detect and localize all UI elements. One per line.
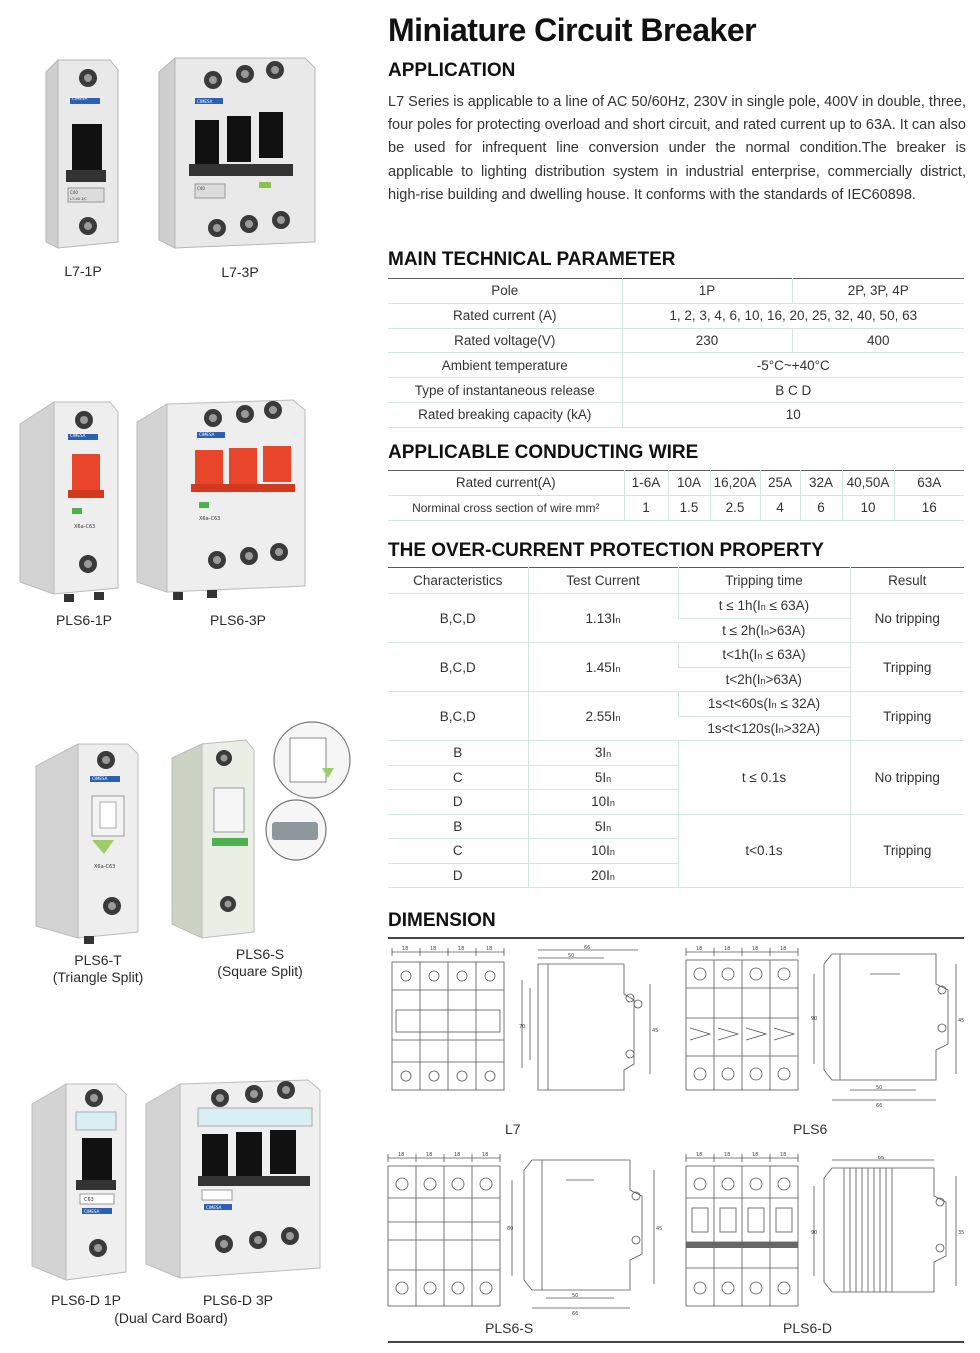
breaker-pls6-d-1p-image	[26, 1076, 146, 1286]
table-cell: 16,20A	[710, 471, 760, 496]
table-cell: No tripping	[850, 741, 964, 815]
table-cell: t ≤ 0.1s	[678, 741, 850, 815]
pls6-s-side-drawing	[506, 1150, 666, 1316]
table-row	[388, 471, 964, 496]
table-cell: Tripping	[850, 643, 964, 692]
table-cell: B	[388, 741, 528, 766]
dim-label: 35	[958, 1230, 965, 1236]
table-cell: Rated current (A)	[388, 303, 622, 328]
table-cell: 2.55In	[528, 692, 678, 741]
table-cell: t ≤ 2h(In>63A)	[678, 618, 850, 643]
dim-label: 66	[876, 1103, 883, 1109]
product-pls6-d-3p	[140, 1072, 336, 1309]
table-cell: 2P, 3P, 4P	[792, 279, 964, 304]
table-cell: B,C,D	[388, 643, 528, 692]
table-cell: 1s<t<60s(In ≤ 32A)	[678, 692, 850, 717]
application-text: L7 Series is applicable to a line of AC 50/60Hz, 230V in single pole, 400V in double, three, four poles for protecting overload and short circuit, and rated current up to 63A. It can also be used for infrequent line conversion under the normal condition.The breaker is applicable to lighting distribution system in industrial enterprise, commercially district, high-rise building and dwelling house. It conforms with the standards of IEC60898.	[388, 94, 966, 203]
table-cell: B	[388, 814, 528, 839]
table-cell: 1.45In	[528, 643, 678, 692]
dim-label: 45	[958, 1018, 965, 1024]
dim-label: 50	[568, 953, 575, 959]
dim-label: 66	[584, 945, 591, 951]
table-cell: t<1h(In ≤ 63A)	[678, 643, 850, 668]
product-label: PLS6-T	[74, 952, 122, 968]
dimension-bottom-rule	[388, 1341, 964, 1343]
brand-text: CIMESA	[206, 1205, 222, 1210]
pls6-side-drawing	[810, 944, 966, 1110]
dim-label: 18	[458, 946, 465, 952]
dim-label: 45	[652, 1028, 659, 1034]
table-header-row	[388, 568, 964, 594]
table-row	[388, 594, 964, 619]
dim-label: 18	[724, 1152, 731, 1158]
application-heading: APPLICATION	[388, 60, 516, 81]
dim-label: 66	[878, 1156, 885, 1161]
table-cell: t ≤ 1h(In ≤ 63A)	[678, 594, 850, 619]
table-cell: 10	[622, 402, 964, 427]
product-pls6-d-1p	[26, 1076, 146, 1309]
dim-label: 18	[486, 946, 493, 952]
table-row	[388, 495, 964, 520]
table-cell: 1.13In	[528, 594, 678, 643]
product-label: PLS6-D 1P	[50, 1292, 122, 1308]
table-cell: t<2h(In>63A)	[678, 667, 850, 692]
page-title: Miniature Circuit Breaker	[388, 12, 757, 48]
dim-label: 18	[454, 1152, 461, 1158]
table-cell: 1P	[622, 279, 792, 304]
dual-card-caption: (Dual Card Board)	[114, 1310, 228, 1326]
product-pls6-t	[28, 736, 168, 986]
table-header: Characteristics	[388, 568, 528, 594]
brand-text: CIMESA	[197, 99, 213, 104]
table-cell: Rated breaking capacity (kA)	[388, 402, 622, 427]
dimension-top-rule	[388, 937, 964, 939]
product-label: PLS6-1P	[55, 612, 113, 628]
table-row	[388, 378, 964, 403]
table-cell: Rated current(A)	[388, 471, 624, 496]
table-cell: D	[388, 863, 528, 888]
dimension-label: PLS6-D	[783, 1320, 833, 1336]
model-text: X6a-C63	[199, 516, 221, 522]
table-row	[388, 741, 964, 766]
table-cell: t<0.1s	[678, 814, 850, 888]
dim-label: 90	[811, 1230, 818, 1236]
dim-label: 18	[426, 1152, 433, 1158]
overcurrent-table	[388, 567, 964, 888]
table-cell: D	[388, 790, 528, 815]
model-text: L7-40 1/C	[70, 197, 87, 201]
table-cell: 1-6A	[624, 471, 668, 496]
product-label: PLS6-D 3P	[202, 1292, 274, 1308]
table-cell: Norminal cross section of wire mm²	[388, 495, 624, 520]
product-label: L7-3P	[221, 264, 259, 280]
breaker-l7-3p-image	[145, 50, 335, 258]
table-cell: C	[388, 765, 528, 790]
dim-label: 80	[507, 1226, 514, 1232]
model-text: X6a-C63	[74, 524, 96, 530]
table-row	[388, 692, 964, 717]
table-cell: Ambient temperature	[388, 353, 622, 378]
table-cell: No tripping	[850, 594, 964, 643]
dim-label: 70	[519, 1024, 526, 1030]
table-cell: C	[388, 839, 528, 864]
dimension-label: L7	[505, 1121, 521, 1137]
dim-label: 18	[430, 946, 437, 952]
table-cell: 32A	[800, 471, 842, 496]
pls6-d-front-drawing	[682, 1150, 806, 1310]
table-cell: 10A	[668, 471, 710, 496]
table-cell: 1, 2, 3, 4, 6, 10, 16, 20, 25, 32, 40, 50, 63	[622, 303, 964, 328]
table-cell: 400	[792, 328, 964, 353]
dim-label: 18	[696, 946, 703, 952]
table-cell: 3In	[528, 741, 678, 766]
dim-label: 18	[482, 1152, 489, 1158]
table-row	[388, 402, 964, 427]
dim-label: 18	[752, 946, 759, 952]
dim-label: 18	[752, 1152, 759, 1158]
dim-label: 18	[780, 946, 787, 952]
wire-heading: APPLICABLE CONDUCTING WIRE	[388, 442, 699, 463]
dim-label: 18	[402, 946, 409, 952]
table-cell: 1	[624, 495, 668, 520]
rating-text: C40	[70, 190, 78, 195]
table-cell: 25A	[760, 471, 800, 496]
l7-side-drawing	[518, 944, 664, 1094]
table-row	[388, 328, 964, 353]
brand-text: CIMESA	[70, 433, 86, 438]
dim-label: 50	[876, 1085, 883, 1091]
model-text: X6a-C63	[94, 864, 116, 870]
product-label: PLS6-3P	[209, 612, 267, 628]
dimension-label: PLS6-S	[485, 1320, 534, 1336]
pls6-d-side-drawing	[810, 1156, 966, 1316]
product-label: L7-1P	[64, 263, 102, 279]
table-header: Result	[850, 568, 964, 594]
table-row	[388, 353, 964, 378]
breaker-l7-1p-image	[28, 52, 138, 257]
brand-text: CIMESA	[92, 776, 108, 781]
wire-table	[388, 470, 964, 521]
dim-label: 50	[572, 1293, 579, 1299]
dim-label: 45	[656, 1226, 663, 1232]
table-cell: 10	[842, 495, 894, 520]
table-cell: Type of instantaneous release	[388, 378, 622, 403]
dim-label: 18	[724, 946, 731, 952]
table-cell: 10In	[528, 839, 678, 864]
rating-text: C40	[197, 186, 205, 191]
table-cell: Rated voltage(V)	[388, 328, 622, 353]
table-cell: 2.5	[710, 495, 760, 520]
breaker-pls6-d-3p-image	[140, 1072, 336, 1286]
table-cell: 6	[800, 495, 842, 520]
breaker-pls6-t-image	[28, 736, 168, 946]
table-header: Test Current	[528, 568, 678, 594]
product-pls6-3p	[133, 392, 343, 629]
product-label: PLS6-S	[235, 946, 285, 962]
table-cell: Tripping	[850, 692, 964, 741]
table-cell: -5°C~+40°C	[622, 353, 964, 378]
dim-label: 66	[572, 1311, 579, 1316]
table-cell: 1.5	[668, 495, 710, 520]
table-cell: Pole	[388, 279, 622, 304]
dimension-heading: DIMENSION	[388, 910, 496, 931]
main-parameter-heading: MAIN TECHNICAL PARAMETER	[388, 249, 676, 270]
brand-text: CIMESA	[199, 432, 215, 437]
table-row	[388, 279, 964, 304]
rating-text: C63	[84, 1197, 94, 1203]
breaker-pls6-s-image	[162, 718, 358, 946]
dimension-label: PLS6	[793, 1121, 828, 1137]
pls6-s-front-drawing	[384, 1150, 508, 1310]
table-header: Tripping time	[678, 568, 850, 594]
table-cell: 4	[760, 495, 800, 520]
table-cell: 5In	[528, 765, 678, 790]
table-cell: B,C,D	[388, 692, 528, 741]
table-cell: 230	[622, 328, 792, 353]
pls6-front-drawing	[682, 944, 806, 1094]
main-parameter-table	[388, 278, 964, 428]
dim-label: 90	[811, 1016, 818, 1022]
product-l7-1p	[28, 52, 138, 280]
l7-front-drawing	[388, 944, 514, 1094]
table-cell: 10In	[528, 790, 678, 815]
table-cell: 40,50A	[842, 471, 894, 496]
brand-text: CIMESA	[84, 1209, 100, 1214]
overcurrent-heading: THE OVER-CURRENT PROTECTION PROPERTY	[388, 540, 824, 561]
product-sublabel: (Square Split)	[217, 963, 303, 979]
breaker-pls6-3p-image	[133, 392, 343, 606]
dim-label: 18	[780, 1152, 787, 1158]
dim-label: 18	[398, 1152, 405, 1158]
table-cell: Tripping	[850, 814, 964, 888]
table-row	[388, 814, 964, 839]
dim-label: 18	[696, 1152, 703, 1158]
product-l7-3p	[145, 50, 335, 281]
brand-text: CIMESA	[72, 96, 88, 101]
table-row	[388, 303, 964, 328]
table-cell: 16	[894, 495, 964, 520]
table-cell: 63A	[894, 471, 964, 496]
table-cell: 1s<t<120s(In>32A)	[678, 716, 850, 741]
table-row	[388, 643, 964, 668]
table-cell: B C D	[622, 378, 964, 403]
table-cell: 20In	[528, 863, 678, 888]
product-sublabel: (Triangle Split)	[52, 969, 144, 985]
table-cell: 5In	[528, 814, 678, 839]
table-cell: B,C,D	[388, 594, 528, 643]
product-pls6-s	[162, 718, 358, 980]
